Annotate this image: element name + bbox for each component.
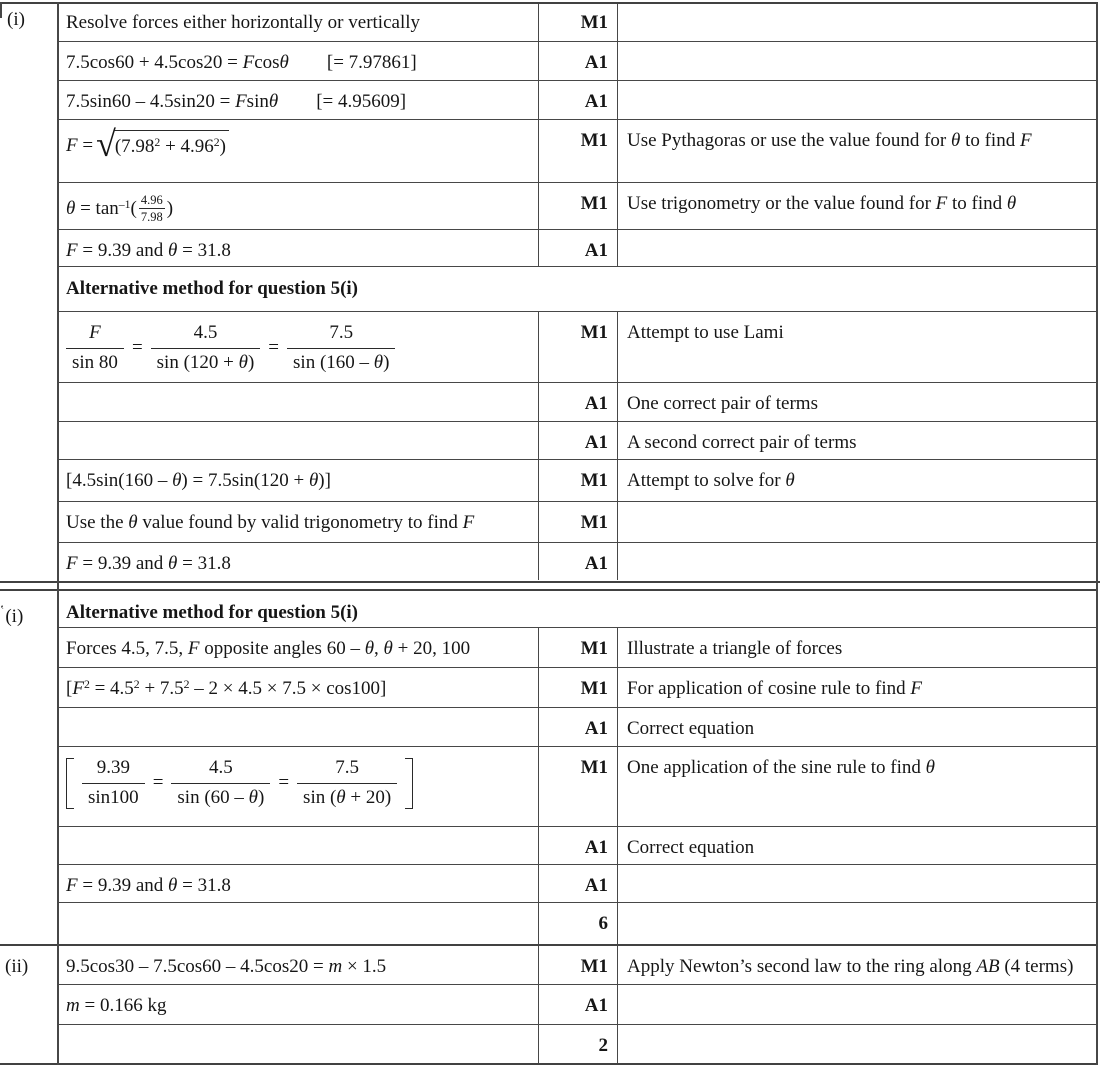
section-header-row [57,267,1097,312]
answer-cell: F = 9.39 and θ = 31.8 [66,553,231,574]
answer-cell: Forces 4.5, 7.5, F opposite angles 60 – θ, θ + 20, 100 [66,638,471,659]
total-row [57,1025,1097,1064]
mark-cell: M1 [538,747,618,826]
comment-cell: A second correct pair of terms [627,432,857,453]
square-root: √ $(7.98^2 + 4.96^2)$ [96,130,229,162]
bracket-right [405,758,413,809]
bracket-value: [= 4.95609] [316,91,407,112]
mark-cell: A1 [538,708,618,746]
comment-cell [618,42,1097,80]
mark-cell: A1 [538,422,618,459]
mark-cell: A1 [538,543,618,580]
part-divider-line [0,944,1097,946]
table-bottom-border [0,1063,1097,1065]
comment-cell [618,2,1097,41]
table-row [57,42,1097,81]
mark-cell: A1 [538,230,618,266]
comment-cell: Correct equation [627,718,755,739]
table-row [57,827,1097,865]
equation: $\frac{9.39}{\sin 100}$ = $\frac{4.5}{\sin (60 - \theta)}$ = $\frac{7.5}{\sin (\theta + 20)}$ [66,757,413,810]
cropped-glyph: ‛ [0,602,5,617]
mark-cell: M1 [538,628,618,667]
mark-cell: M1 [538,502,618,542]
mark-cell: M1 [538,460,618,501]
cropped-left-border [0,2,2,18]
comment-cell: One correct pair of terms [627,393,818,414]
part-label-ii: (ii) [5,956,29,977]
table-row [57,747,1097,827]
comment-cell: Use trigonometry or the value found for F to find θ [627,193,1017,214]
mark-cell: A1 [538,985,618,1024]
comment-cell: One application of the sine rule to find θ [627,757,935,778]
comment-cell: For application of cosine rule to find F [627,678,922,699]
mark-cell: M1 [538,2,618,41]
fraction: 4.96 7.98 [140,193,163,225]
section-divider-line-1 [0,581,1100,583]
table-row [57,946,1097,985]
answer-cell [57,827,538,864]
comment-cell: Attempt to use Lami [627,322,784,343]
answer-cell [57,903,538,945]
bracket-left [66,758,74,809]
part-label-i: (i) [7,9,25,30]
equation: $\theta = \tan^{-1}$( 4.96 7.98 ) [66,193,174,225]
mark-cell: M1 [538,946,618,984]
mark-cell: M1 [538,312,618,382]
part-column-divider [57,2,59,1065]
answer-cell [57,183,538,229]
table-row [57,985,1097,1025]
section-divider-line-2 [0,589,1097,591]
comment-cell [618,865,1097,902]
answer-cell [57,383,538,421]
comment-cell [618,1025,1097,1064]
comment-cell [618,502,1097,542]
equation: F = √ $(7.98^2 + 4.96^2)$ [66,130,229,162]
answer-cell [57,312,538,382]
table-row [57,865,1097,903]
answer-cell: 9.5cos30 – 7.5cos60 – 4.5cos20 = m × 1.5 [66,956,387,977]
answer-cell: $[F^2 = 4.5^2 + 7.5^2 - 2 \times 4.5 \times 7.5 \times \cos 100]$ [66,678,387,699]
equation: $\frac{F}{\sin 80}$ = $\frac{4.5}{\sin (120 + \theta)}$ = $\frac{7.5}{\sin (160 - \theta)}$ [66,322,395,375]
comment-cell [618,985,1097,1024]
table-top-border [0,2,1097,4]
table-row [57,383,1097,422]
comment-cell [618,543,1097,580]
answer-cell: F = 9.39 and θ = 31.8 [66,240,231,261]
comment-cell [618,903,1097,945]
table-right-border [1096,2,1098,1065]
comment-cell: Use Pythagoras or use the value found for θ to find F [627,130,1032,151]
section-header: Alternative method for question 5(i) [66,602,359,623]
fraction: $\frac{7.5}{\sin (160 - \theta)}$ [287,322,395,375]
section-header: Alternative method for question 5(i) [66,278,359,299]
fraction: $\frac{9.39}{\sin 100}$ [82,757,145,810]
comment-cell: Apply Newton’s second law to the ring along AB (4 terms) [627,956,1074,977]
table-row [57,120,1097,183]
mark-cell: A1 [538,827,618,864]
total-row [57,903,1097,945]
answer-cell: Use the θ value found by valid trigonometry to find F [66,512,475,533]
bracket-value: [= 7.97861] [326,52,417,73]
fraction: $\frac{F}{\sin 80}$ [66,322,124,375]
comment-cell [618,81,1097,119]
comment-cell: Illustrate a triangle of forces [627,638,843,659]
table-row [57,230,1097,267]
answer-cell [57,708,538,746]
table-row [57,628,1097,668]
table-row [57,422,1097,460]
answer-cell: [4.5sin(160 – θ) = 7.5sin(120 + θ)] [66,470,331,491]
answer-cell: F = 9.39 and θ = 31.8 [66,875,231,896]
fraction: $\frac{4.5}{\sin (60 - \theta)}$ [171,757,270,810]
table-row [57,81,1097,120]
table-row [57,502,1097,543]
answer-cell: m = 0.166 kg [66,995,167,1016]
answer-cell: Resolve forces either horizontally or vertically [66,12,421,33]
mark-cell: A1 [538,42,618,80]
table-row [57,543,1097,580]
fraction: $\frac{4.5}{\sin (120 + \theta)}$ [151,322,261,375]
mark-scheme-table [57,0,1097,1069]
part-label-i-alt: ‛(i) [0,602,24,627]
mark-cell: A1 [538,865,618,902]
answer-cell [57,120,538,182]
answer-cell [57,1025,538,1064]
answer-cell [57,81,538,119]
table-row [57,183,1097,230]
answer-cell [57,42,538,80]
fraction: $\frac{7.5}{\sin (\theta + 20)}$ [297,757,397,810]
table-row [57,668,1097,708]
comment-cell [618,230,1097,266]
equation: 7.5sin60 – 4.5sin20 = Fsinθ [= 4.95609] [66,91,407,112]
comment-cell: Correct equation [627,837,755,858]
total-marks: 2 [538,1025,618,1064]
radical-sign: √ [96,124,116,164]
table-row [57,460,1097,502]
section-header-row [57,591,1097,628]
comment-cell: Attempt to solve for θ [627,470,795,491]
table-row [57,2,1097,42]
mark-cell: A1 [538,81,618,119]
mark-cell: M1 [538,120,618,182]
total-marks: 6 [538,903,618,945]
table-row [57,708,1097,747]
answer-cell [57,422,538,459]
table-row [57,312,1097,383]
mark-cell: M1 [538,183,618,229]
answer-cell [57,747,538,826]
mark-cell: A1 [538,383,618,421]
mark-cell: M1 [538,668,618,707]
equation: 7.5cos60 + 4.5cos20 = Fcosθ [= 7.97861] [66,52,417,73]
